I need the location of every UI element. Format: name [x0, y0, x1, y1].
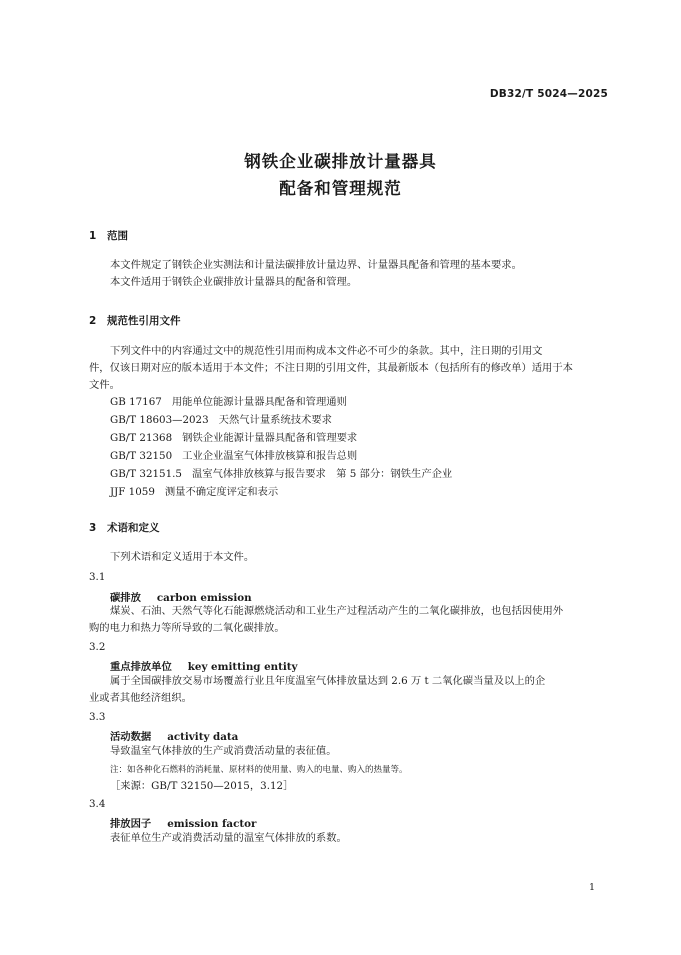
reference-title: 测量不确定度评定和表示: [164, 486, 279, 498]
reference-title: 工业企业温室气体排放核算和报告总则: [182, 450, 358, 462]
term-definition-line: 表征单位生产或消费活动量的温室气体排放的系数。: [110, 832, 347, 844]
term-heading: [110, 815, 256, 830]
term-zh: 碳排放: [110, 592, 141, 604]
reference-title: 用能单位能源计量器具配备和管理通则: [171, 396, 347, 408]
paragraph: 下列术语和定义适用于本文件。: [110, 551, 255, 563]
term-heading: [110, 658, 298, 673]
term-en: carbon emission: [156, 592, 252, 604]
section-3-heading: [89, 520, 160, 535]
section-title: 规范性引用文件: [107, 315, 181, 327]
term-number: 3.4: [89, 798, 106, 810]
section-1-heading: [89, 228, 128, 243]
term-definition-line: 导致温室气体排放的生产或消费活动量的表征值。: [110, 745, 337, 757]
reference-item: [110, 394, 347, 412]
paragraph-line: 下列文件中的内容通过文中的规范性引用而构成本文件必不可少的条款。其中，注日期的引用文: [110, 345, 543, 357]
paragraph: 本文件规定了钢铁企业实测法和计量法碳排放计量边界、计量器具配备和管理的基本要求。: [110, 259, 522, 271]
reference-code: JJF 1059: [110, 486, 155, 498]
reference-code: GB 17167: [110, 396, 162, 408]
reference-code: GB/T 21368: [110, 432, 173, 444]
section-number: 3: [89, 522, 97, 534]
term-definition-line: 业或者其他经济组织。: [89, 692, 192, 704]
term-zh: 排放因子: [110, 818, 152, 830]
document-title-line1: 钢铁企业碳排放计量器具: [244, 152, 437, 171]
reference-title: 钢铁企业能源计量器具配备和管理要求: [182, 432, 358, 444]
reference-title: 天然气计量系统技术要求: [218, 414, 332, 426]
term-en: emission factor: [167, 818, 257, 830]
reference-code: GB/T 18603—2023: [110, 414, 209, 426]
reference-item: [110, 484, 278, 502]
reference-item: [110, 412, 332, 430]
term-definition-line: 煤炭、石油、天然气等化石能源燃烧活动和工业生产过程活动产生的二氧化碳排放，也包括因使用外: [110, 605, 564, 617]
reference-title: 温室气体排放核算与报告要求 第 5 部分：钢铁生产企业: [191, 468, 453, 480]
term-en: key emitting entity: [187, 661, 298, 673]
term-number: 3.2: [89, 641, 106, 653]
reference-item: [110, 448, 357, 466]
reference-code: GB/T 32150: [110, 450, 173, 462]
term-zh: 活动数据: [110, 731, 152, 743]
reference-code: GB/T 32151.5: [110, 468, 182, 480]
reference-item: [110, 466, 452, 484]
section-title: 范围: [107, 230, 128, 242]
paragraph: 本文件适用于钢铁企业碳排放计量器具的配备和管理。: [110, 276, 358, 288]
term-note: 注：如各种化石燃料的消耗量、原材料的使用量、购入的电量、购入的热量等。: [110, 765, 408, 775]
standard-code: DB32/T 5024—2025: [489, 88, 608, 100]
term-heading: [110, 728, 238, 743]
document-title-line2: 配备和管理规范: [279, 179, 402, 198]
term-number: 3.3: [89, 711, 106, 723]
term-en: activity data: [167, 731, 239, 743]
paragraph-line: 件，仅该日期对应的版本适用于本文件；不注日期的引用文件，其最新版本（包括所有的修改单）适用于本: [89, 362, 573, 374]
term-number: 3.1: [89, 571, 106, 583]
section-2-heading: [89, 313, 181, 328]
term-definition-line: 购的电力和热力等所导致的二氧化碳排放。: [89, 622, 285, 634]
term-heading: [110, 589, 252, 604]
term-source: ［来源：GB/T 32150—2015，3.12］: [110, 780, 294, 792]
reference-item: [110, 430, 357, 448]
paragraph-line: 文件。: [89, 379, 120, 391]
section-number: 2: [89, 315, 97, 327]
section-title: 术语和定义: [107, 522, 160, 534]
term-zh: 重点排放单位: [110, 661, 172, 673]
page-number: 1: [588, 882, 595, 893]
section-number: 1: [89, 230, 97, 242]
term-definition-line: 属于全国碳排放交易市场覆盖行业且年度温室气体排放量达到 2.6 万 t 二氧化碳当量及以上的企: [110, 675, 546, 687]
